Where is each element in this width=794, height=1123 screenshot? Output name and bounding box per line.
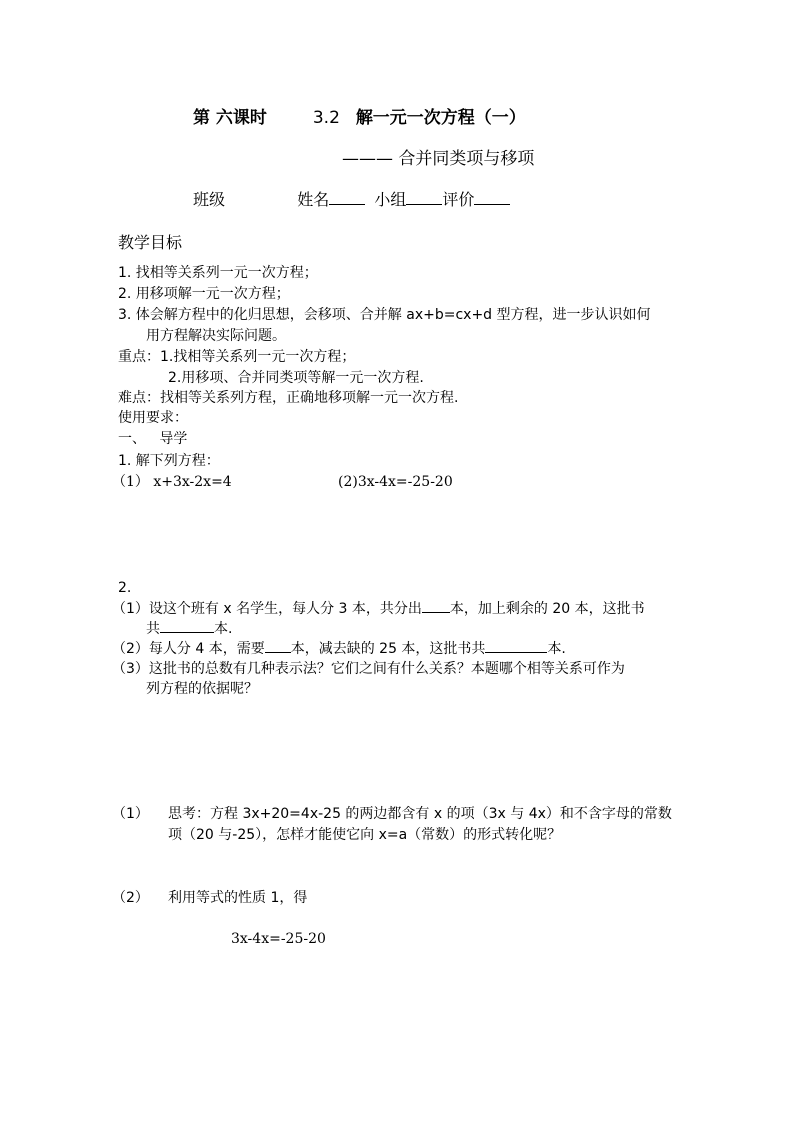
goal-item-3-cont: 用方程解决实际问题。	[146, 328, 286, 344]
goal-item-1: 1. 找相等关系列一元一次方程；	[118, 265, 318, 281]
lesson-number: 第 六课时	[193, 108, 267, 128]
property-number: （2）	[112, 890, 149, 906]
name-blank[interactable]	[329, 190, 365, 205]
q2-1-blank-a[interactable]	[422, 598, 450, 613]
q2-item-3: （3）这批书的总数有几种表示法？它们之间有什么关系？本题哪个相等关系可作为	[112, 661, 625, 677]
q1-equation-b: (2)3x-4x=-25-20	[338, 474, 453, 490]
goal-item-2: 2. 用移项解一元一次方程；	[118, 286, 290, 302]
difficulty: 难点：找相等关系列方程，正确地移项解一元一次方程.	[118, 390, 459, 406]
q2-item-1-cont: 共 本.	[146, 618, 232, 639]
eval-blank[interactable]	[474, 190, 510, 205]
key-points-1: 重点：1.找相等关系列一元一次方程；	[118, 349, 356, 365]
think-text: 思考：方程 3x+20=4x-25 的两边都含有 x 的项（3x 与 4x）和不含字母的常数	[168, 806, 672, 822]
q1-title: 1. 解下列方程：	[118, 453, 220, 469]
q2-item-1: （1）设这个班有 x 名学生，每人分 3 本，共分出 本，加上剩余的 20 本，这批书	[112, 598, 645, 619]
page-subtitle: ——— 合并同类项与移项	[342, 149, 535, 169]
name-label: 姓名	[297, 190, 330, 209]
student-info-line	[193, 190, 510, 210]
goals-heading: 教学目标	[118, 233, 183, 252]
q1-equation-a: （1） x+3x-2x=4	[112, 474, 232, 490]
property-text: 利用等式的性质 1，得	[168, 890, 308, 906]
q2-1-blank-b[interactable]	[160, 618, 214, 633]
section-number: 3.2	[312, 108, 340, 128]
q2-2-blank-b[interactable]	[485, 638, 547, 653]
class-label: 班级	[193, 190, 226, 209]
group-label: 小组	[374, 190, 407, 209]
lesson-name: 解一元一次方程（一）	[355, 108, 526, 128]
think-text-cont: 项（20 与-25），怎样才能使它向 x=a（常数）的形式转化呢？	[168, 827, 562, 843]
guide-heading: 一、 导学	[118, 431, 188, 447]
q2-2-blank-a[interactable]	[265, 638, 291, 653]
group-blank[interactable]	[406, 190, 442, 205]
requirements: 使用要求：	[118, 410, 188, 426]
q2-item-2: （2）每人分 4 本，需要 本，减去缺的 25 本，这批书共 本.	[112, 638, 566, 659]
page-title	[193, 106, 526, 130]
goal-item-3: 3. 体会解方程中的化归思想，会移项、合并解 ax+b=cx+d 型方程，进一步认识如何	[118, 307, 651, 323]
think-number: （1）	[112, 806, 149, 822]
q2-item-3-cont: 列方程的依据呢？	[146, 681, 258, 697]
key-points-2: 2.用移项、合并同类项等解一元一次方程.	[168, 370, 424, 386]
property-equation: 3x-4x=-25-20	[231, 931, 326, 947]
q2-number: 2.	[118, 580, 132, 596]
eval-label: 评价	[442, 190, 475, 209]
